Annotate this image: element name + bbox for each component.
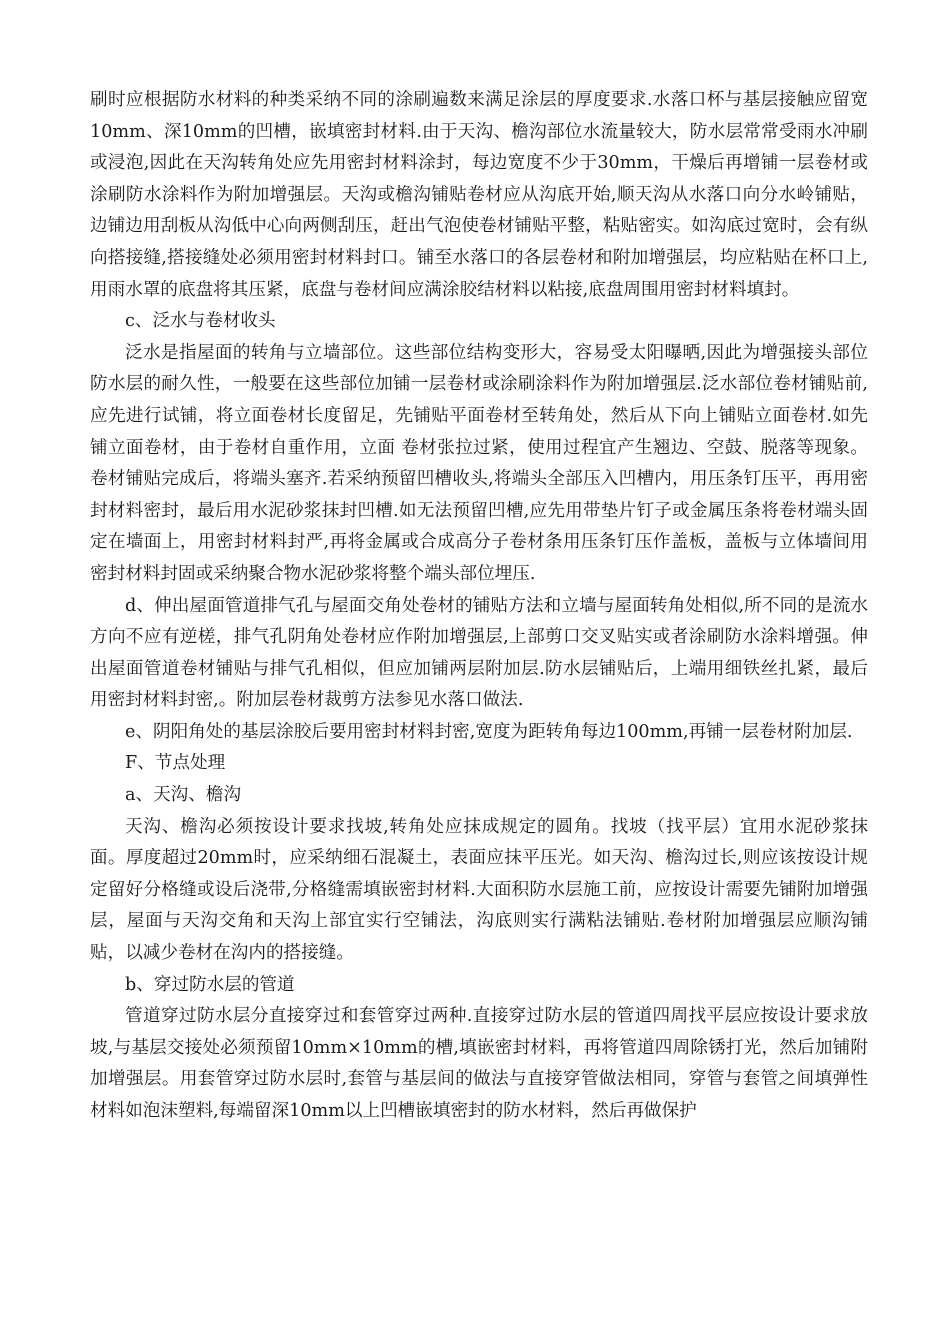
- paragraph-corners: e、阴阳角处的基层涂胶后要用密封材料封密,宽度为距转角每边100mm,再铺一层卷材附加层.: [125, 721, 853, 742]
- heading-flashing: c、泛水与卷材收头: [125, 311, 276, 332]
- paragraph-gutter: 天沟、檐沟必须按设计要求找坡,转角处应抹成规定的圆角。找坡（找平层）宜用水泥砂浆抹面。厚度超过20mm时，应采纳细石混凝土，表面应抹平压光。如天沟、檐沟过长,则应该按设计规定留好分格缝或设后浇带,分格缝需填嵌密封材料.大面积防水层施工前，应按设计需要先铺附加增强层，屋面与天沟交角和天沟上部宜实行空铺法，沟底则实行满粘法铺贴.卷材附加增强层应顺沟铺贴，以减少卷材在沟内的搭接缝。: [90, 816, 868, 964]
- document-page: [90, 85, 868, 1128]
- paragraph-pipes: 管道穿过防水层分直接穿过和套管穿过两种.直接穿过防水层的管道四周找平层应按设计要求放坡,与基层交接处必须预留10mm×10mm的槽,填嵌密封材料，再将管道四周除锈打光，然后加铺附加增强层。用套管穿过防水层时,套管与基层间的做法与直接穿管做法相同，穿管与套管之间填弹性材料如泡沫塑料,每端留深10mm以上凹槽嵌填密封的防水材料，然后再做保护: [90, 1006, 868, 1121]
- paragraph-vent-pipe: d、伸出屋面管道排气孔与屋面交角处卷材的铺贴方法和立墙与屋面转角处相似,所不同的是流水方向不应有逆槎，排气孔阴角处卷材应作附加增强层,上部剪口交叉贴实或者涂刷防水涂料增强。伸出屋面管道卷材铺贴与排气孔相似，但应加铺两层附加层.防水层铺贴后，上端用细铁丝扎紧，最后用密封材料封密,。附加层卷材裁剪方法参见水落口做法.: [90, 595, 868, 711]
- paragraph-roof-drain: 刷时应根据防水材料的种类采纳不同的涂刷遍数来满足涂层的厚度要求.水落口杯与基层接触应留宽10mm、深10mm的凹槽，嵌填密封材料.由于天沟、檐沟部位水流量较大，防水层常常受雨水冲刷或浸泡,因此在天沟转角处应先用密封材料涂封，每边宽度不少于30mm，干燥后再增铺一层卷材或涂刷防水涂料作为附加增强层。天沟或檐沟铺贴卷材应从沟底开始,顺天沟从水落口向分水岭铺贴，边铺边用刮板从沟低中心向两侧刮压，赶出气泡使卷材铺贴平整，粘贴密实。如沟底过宽时，会有纵向搭接缝,搭接缝处必须用密封材料封口。铺至水落口的各层卷材和附加增强层，均应粘贴在杯口上,用雨水罩的底盘将其压紧，底盘与卷材间应满涂胶结材料以粘接,底盘周围用密封材料填封。: [90, 90, 868, 300]
- heading-gutter: a、天沟、檐沟: [125, 785, 242, 806]
- paragraph-flashing: 泛水是指屋面的转角与立墙部位。这些部位结构变形大，容易受太阳曝晒,因此为增强接头部位防水层的耐久性，一般要在这些部位加铺一层卷材或涂刷涂料作为附加增强层.泛水部位卷材铺贴前,应先进行试铺，将立面卷材长度留足，先铺贴平面卷材至转角处，然后从下向上铺贴立面卷材.如先铺立面卷材，由于卷材自重作用，立面 卷材张拉过紧，使用过程宜产生翘边、空鼓、脱落等现象。卷材铺贴完成后，将端头塞齐.若采纳预留凹槽收头,将端头全部压入凹槽内，用压条钉压平，再用密封材料密封，最后用水泥砂浆抹封凹槽.如无法预留凹槽,应先用带垫片钉子或金属压条将卷材端头固定在墙面上，用密封材料封严,再将金属或合成高分子卷材条用压条钉压作盖板，盖板与立体墙间用密封材料封固或采纳聚合物水泥砂浆将整个端头部位埋压.: [90, 342, 868, 584]
- heading-pipes: b、穿过防水层的管道: [125, 974, 295, 995]
- heading-node-treatment: F、节点处理: [125, 753, 226, 774]
